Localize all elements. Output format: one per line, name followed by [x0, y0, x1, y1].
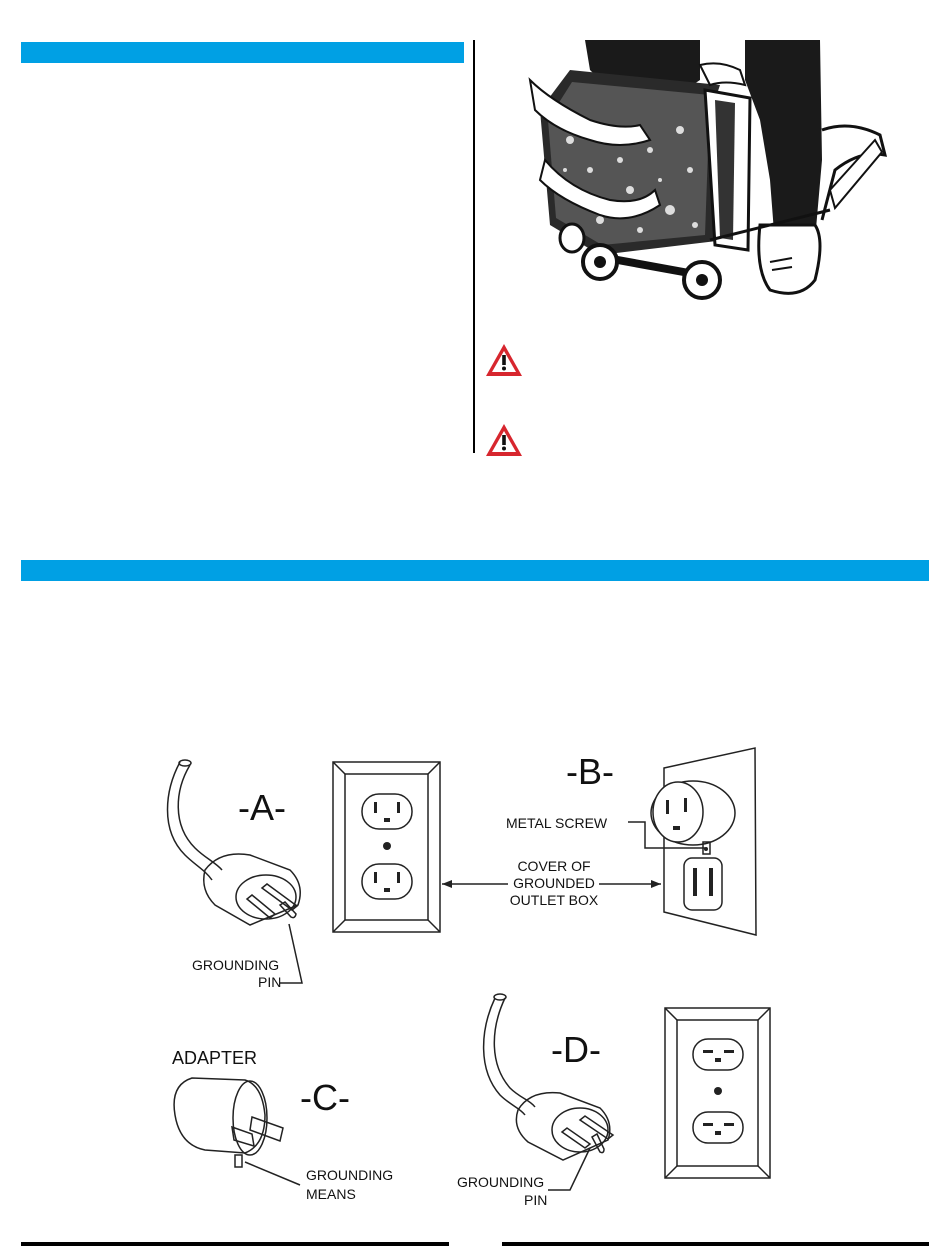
plug-d-cord-end — [494, 994, 506, 1000]
plug-a-cord — [168, 762, 213, 880]
grounding-means-tab — [235, 1155, 242, 1167]
footer-rule-right — [502, 1242, 929, 1246]
cover-label-line: GROUNDED — [513, 875, 595, 891]
cover-label-line: OUTLET BOX — [509, 892, 599, 908]
grounding-pin-d-label: GROUNDING — [457, 1174, 545, 1190]
outlet-a-top — [362, 794, 412, 829]
cover-label-line: COVER OF — [517, 858, 591, 874]
receptacle-a-screw — [383, 842, 391, 850]
grounding-pin-a-label: PIN — [258, 974, 282, 990]
grounding-means-label: GROUNDING — [306, 1167, 394, 1183]
plug-a-prong — [247, 895, 275, 918]
outlet-b-bottom — [684, 858, 722, 910]
outlet-a-bottom — [362, 864, 412, 899]
figure-label-d: -D- — [551, 1029, 601, 1070]
outlet-d-top — [693, 1039, 743, 1070]
footer-rule-left — [21, 1242, 449, 1246]
plug-a-prong — [262, 884, 297, 910]
figure-label-b: -B- — [566, 751, 614, 792]
figure-label-c: -C- — [300, 1077, 350, 1118]
adapter-label: ADAPTER — [172, 1048, 258, 1068]
adapter-c-body — [174, 1078, 265, 1153]
cover-of-grounded-outlet-box-label — [490, 858, 618, 909]
grounding-pin-a-label: GROUNDING — [192, 957, 280, 973]
adapter-c-face — [233, 1081, 267, 1155]
grounding-pin-d-label: PIN — [524, 1192, 548, 1208]
plug-d-cord — [494, 998, 535, 1107]
adapter-b-face — [653, 782, 703, 842]
plug-a-cord-end — [179, 760, 191, 766]
metal-screw-label: METAL SCREW — [506, 815, 608, 831]
plug-d-prong — [562, 1128, 590, 1148]
figure-label-a: -A- — [238, 787, 286, 828]
outlet-d-bottom — [693, 1112, 743, 1143]
grounding-means-label: MEANS — [306, 1186, 356, 1202]
plug-d-cord — [484, 998, 525, 1115]
